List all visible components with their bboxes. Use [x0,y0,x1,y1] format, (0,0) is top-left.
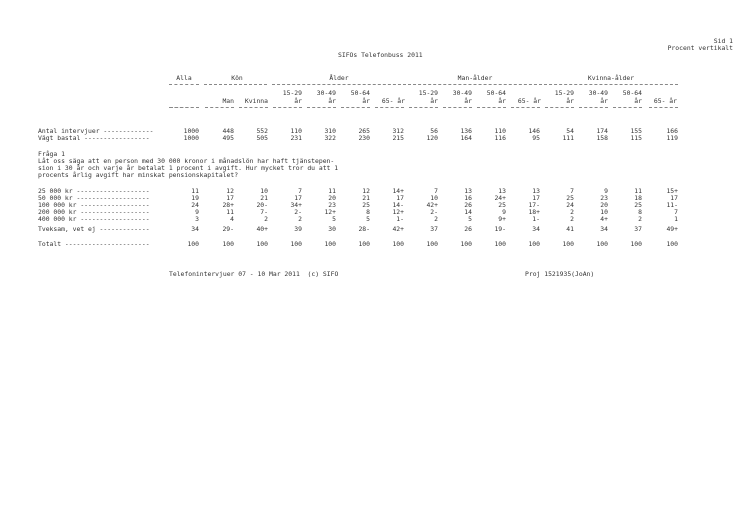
table-cell: 17 [532,194,540,202]
table-cell: 5 [366,215,370,223]
total-cell: 100 [630,240,642,248]
table-cell: 34 [532,225,540,233]
table-cell: 25 [634,201,642,209]
col-head-woman: Kvinna [244,97,268,105]
table-cell: 17 [396,194,404,202]
base-cell-weighted: 119 [666,134,678,142]
col-sub-age-3: år [362,97,370,105]
table-cell: 34 [191,225,199,233]
percent-mode: Procent vertikalt [667,44,733,52]
table-cell: 29- [222,225,234,233]
col-sub-man-4: 65- år [517,97,541,105]
table-cell: 25 [498,201,506,209]
col-sub-man-3: år [498,97,506,105]
table-cell: 8 [638,208,642,216]
col-head-woman-3049: 30-49 [588,89,608,97]
table-cell: 13 [498,187,506,195]
column-rule [545,107,574,108]
base-cell-interviews: 310 [324,127,336,135]
col-head-age-3049: 30-49 [316,89,336,97]
table-cell: 21 [362,194,370,202]
base-cell-interviews: 155 [630,127,642,135]
table-cell: 7 [570,187,574,195]
table-cell: 11 [634,187,642,195]
group-header-age: Ålder [329,74,349,82]
question-line-1: Låt oss säga att en person med 30 000 kronor i månadslön har haft tjänstepen- [38,157,335,165]
base-cell-interviews: 1000 [183,127,199,135]
base-cell-interviews: 136 [460,127,472,135]
table-cell: 39 [294,225,302,233]
table-cell: 2 [264,215,268,223]
base-cell-interviews: 110 [290,127,302,135]
column-rule [375,107,404,108]
table-cell: 21 [260,194,268,202]
column-rule [511,107,540,108]
total-cell: 100 [358,240,370,248]
total-cell: 100 [528,240,540,248]
table-cell: 11 [191,187,199,195]
col-head-woman-1529: 15-29 [554,89,574,97]
column-rule [579,107,608,108]
table-cell: 37 [430,225,438,233]
base-cell-weighted: 231 [290,134,302,142]
table-cell: 17 [294,194,302,202]
table-cell: 49+ [666,225,678,233]
question-line-3: procents årlig avgift har minskat pensionskapitalet? [38,171,239,179]
page-number: Sid 1 [713,37,733,45]
table-cell: 14- [392,201,404,209]
table-cell: 13 [532,187,540,195]
column-rule [307,107,336,108]
table-cell: 12 [226,187,234,195]
column-rule [341,107,370,108]
base-cell-interviews: 56 [430,127,438,135]
table-cell: 15+ [666,187,678,195]
table-cell: 7- [260,208,268,216]
table-cell: 42+ [392,225,404,233]
table-cell: 7 [674,208,678,216]
table-cell: 9 [195,208,199,216]
total-cell: 100 [222,240,234,248]
table-cell: 17- [528,201,540,209]
table-cell: 11 [226,208,234,216]
table-cell: 24+ [494,194,506,202]
base-cell-weighted: 230 [358,134,370,142]
table-cell: 18+ [528,208,540,216]
table-cell: 11 [328,187,336,195]
total-cell: 100 [666,240,678,248]
table-cell: 20- [256,201,268,209]
group-rule-man-age [408,84,542,85]
base-cell-interviews: 312 [392,127,404,135]
table-cell: 3 [195,215,199,223]
table-cell: 25 [362,201,370,209]
table-cell: 14 [464,208,472,216]
table-cell: 7 [298,187,302,195]
table-cell: 40+ [256,225,268,233]
table-cell: 20 [600,201,608,209]
row-label-200000: 200 000 kr ------------------ [38,208,150,216]
base-cell-interviews: 448 [222,127,234,135]
base-cell-weighted: 164 [460,134,472,142]
table-cell: 28+ [222,201,234,209]
row-label-dont-know: Tveksam, vet ej ------------- [38,225,150,233]
table-cell: 37 [634,225,642,233]
table-cell: 28- [358,225,370,233]
base-label-interviews: Antal intervjuer ------------- [38,127,154,135]
table-cell: 4+ [600,215,608,223]
table-cell: 5 [468,215,472,223]
table-cell: 23 [600,194,608,202]
col-sub-age-4: 65- år [381,97,405,105]
table-cell: 18 [634,194,642,202]
table-cell: 10 [600,208,608,216]
table-cell: 5 [332,215,336,223]
table-cell: 23 [328,201,336,209]
base-cell-interviews: 146 [528,127,540,135]
group-header-all: Alla [176,74,192,82]
column-rule [169,107,199,108]
question-number: Fråga 1 [38,150,65,158]
table-cell: 26 [464,225,472,233]
footer-fieldwork: Telefonintervjuer 07 - 10 Mar 2011 (c) SIFO [169,270,339,278]
column-rule [443,107,472,108]
table-cell: 2- [430,208,438,216]
group-rule-age [272,84,406,85]
total-cell: 100 [460,240,472,248]
table-cell: 14+ [392,187,404,195]
table-cell: 26 [464,201,472,209]
group-rule-all [169,84,199,85]
table-cell: 1- [532,215,540,223]
total-cell: 100 [256,240,268,248]
col-sub-woman-3: år [634,97,642,105]
base-cell-weighted: 1000 [183,134,199,142]
total-cell: 100 [494,240,506,248]
table-cell: 1- [396,215,404,223]
total-cell: 100 [426,240,438,248]
base-cell-weighted: 111 [562,134,574,142]
col-head-man-3049: 30-49 [452,89,472,97]
table-cell: 4 [230,215,234,223]
base-cell-interviews: 265 [358,127,370,135]
col-head-age-1529: 15-29 [282,89,302,97]
table-cell: 17 [226,194,234,202]
table-cell: 12+ [324,208,336,216]
column-rule [613,107,642,108]
table-cell: 24 [566,201,574,209]
total-cell: 100 [562,240,574,248]
base-cell-weighted: 215 [392,134,404,142]
group-rule-woman-age [544,84,678,85]
col-sub-woman-1: år [566,97,574,105]
table-cell: 9 [604,187,608,195]
base-cell-weighted: 116 [494,134,506,142]
col-head-woman-5064: 50-64 [622,89,642,97]
table-cell: 10 [260,187,268,195]
base-cell-weighted: 158 [596,134,608,142]
table-cell: 1 [674,215,678,223]
col-sub-age-1: år [294,97,302,105]
table-cell: 10 [430,194,438,202]
table-cell: 19 [191,194,199,202]
base-cell-weighted: 495 [222,134,234,142]
table-cell: 13 [464,187,472,195]
table-cell: 2 [434,215,438,223]
table-cell: 12+ [392,208,404,216]
table-cell: 8 [366,208,370,216]
total-cell: 100 [596,240,608,248]
row-label-400000: 400 000 kr ------------------ [38,215,150,223]
base-cell-interviews: 174 [596,127,608,135]
question-line-2: sion i 30 år och varje år betalat 1 procent i avgift. Hur mycket tror du att 1 [38,164,339,172]
base-cell-weighted: 115 [630,134,642,142]
table-cell: 24 [191,201,199,209]
column-rule [239,107,268,108]
col-sub-woman-2: år [600,97,608,105]
col-sub-age-2: år [328,97,336,105]
row-label-50000: 50 000 kr ------------------- [38,194,150,202]
column-rule [205,107,234,108]
base-cell-interviews: 552 [256,127,268,135]
row-label-25000: 25 000 kr ------------------- [38,187,150,195]
table-cell: 2 [638,215,642,223]
col-sub-man-2: år [464,97,472,105]
col-head-age-5064: 50-64 [350,89,370,97]
col-head-man-5064: 50-64 [486,89,506,97]
footer-project: Proj 1521935(JoAn) [525,270,595,278]
total-cell: 100 [290,240,302,248]
base-cell-interviews: 166 [666,127,678,135]
row-label-100000: 100 000 kr ------------------ [38,201,150,209]
group-header-man-age: Man-ålder [457,74,493,82]
table-cell: 2 [570,208,574,216]
base-cell-interviews: 54 [566,127,574,135]
table-cell: 19- [494,225,506,233]
table-cell: 41 [566,225,574,233]
table-cell: 34 [600,225,608,233]
base-cell-weighted: 322 [324,134,336,142]
table-cell: 42+ [426,201,438,209]
col-head-man-1529: 15-29 [418,89,438,97]
table-cell: 16 [464,194,472,202]
col-sub-woman-4: 65- år [653,97,677,105]
base-label-weighted: Vägt bastal ----------------- [38,134,150,142]
table-cell: 2 [298,215,302,223]
column-rule [477,107,506,108]
table-cell: 30 [328,225,336,233]
report-title: SIFOs Telefonbuss 2011 [338,51,423,59]
column-rule [649,107,678,108]
col-head-man: Man [222,97,234,105]
table-cell: 9 [502,208,506,216]
row-label-total: Totalt ---------------------- [38,240,150,248]
total-cell: 100 [187,240,199,248]
total-cell: 100 [392,240,404,248]
table-cell: 7 [434,187,438,195]
table-cell: 11- [666,201,678,209]
table-cell: 9+ [498,215,506,223]
col-sub-man-1: år [430,97,438,105]
base-cell-interviews: 110 [494,127,506,135]
column-rule [273,107,302,108]
group-header-woman-age: Kvinna-ålder [587,74,635,82]
table-cell: 12 [362,187,370,195]
table-cell: 17 [670,194,678,202]
base-cell-weighted: 95 [532,134,540,142]
base-cell-weighted: 505 [256,134,268,142]
group-rule-gender [204,84,267,85]
table-cell: 25 [566,194,574,202]
table-cell: 20 [328,194,336,202]
table-cell: 34+ [290,201,302,209]
total-cell: 100 [324,240,336,248]
table-cell: 2- [294,208,302,216]
table-cell: 2 [570,215,574,223]
column-rule [409,107,438,108]
base-cell-weighted: 120 [426,134,438,142]
group-header-gender: Kön [231,74,243,82]
